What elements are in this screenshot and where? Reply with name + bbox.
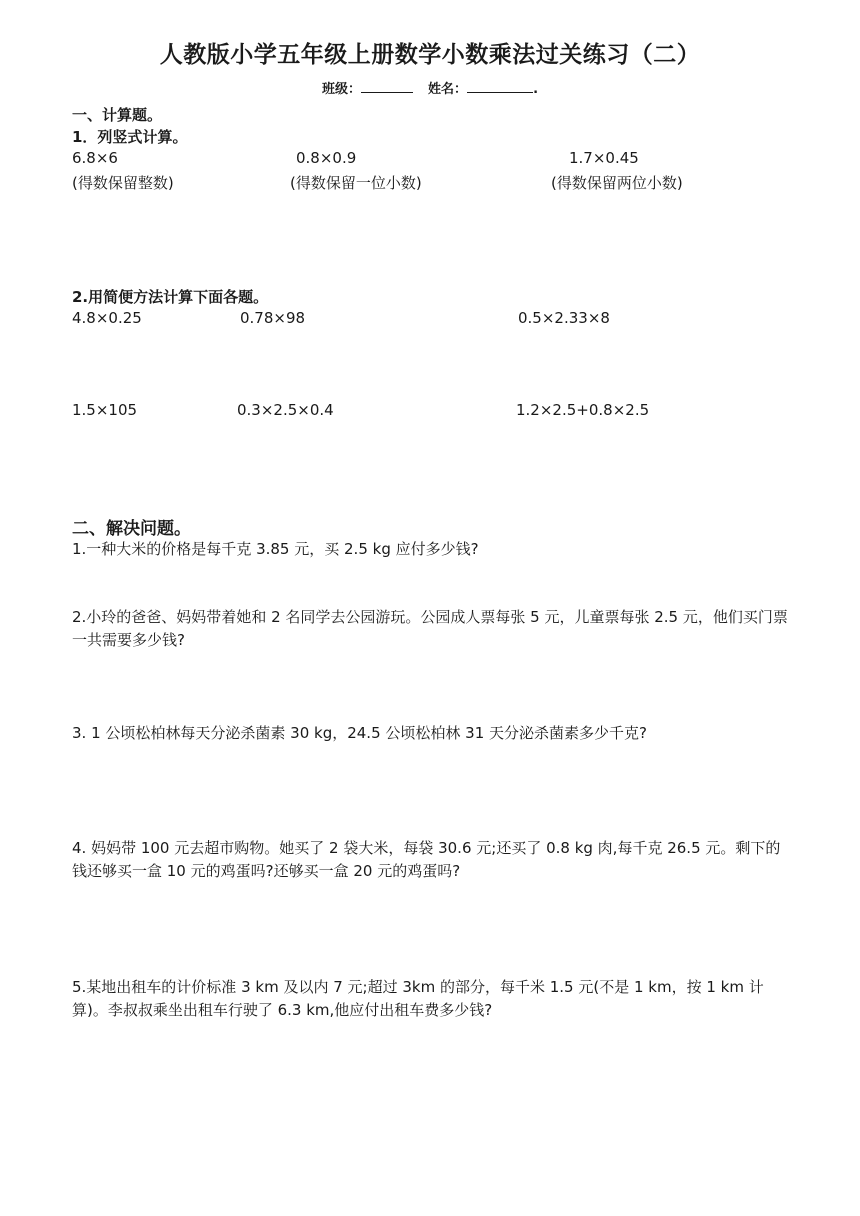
- section1-heading: 一、计算题。: [72, 106, 163, 124]
- q1-heading: 1．列竖式计算。: [72, 128, 188, 146]
- problem-4: 4. 妈妈带 100 元去超市购物。她买了 2 袋大米，每袋 30.6 元;还买了 0.8 kg 肉,每千克 26.5 元。剩下的钱还够买一盒 10 元的鸡蛋吗?还够买一盒 20 元的鸡蛋吗?: [72, 839, 781, 880]
- problem-3: 3. 1 公顷松柏林每天分泌杀菌素 30 kg，24.5 公顷松柏林 31 天分泌杀菌素多少千克?: [72, 724, 647, 742]
- section2-heading: 二、解决问题。: [72, 519, 191, 539]
- problem-2: 2.小玲的爸爸、妈妈带着她和 2 名同学去公园游玩。公园成人票每张 5 元，儿童票每张 2.5 元，他们买门票一共需要多少钱?: [72, 608, 788, 649]
- q2-row1-expr-3: 0.5×2.33×8: [518, 309, 610, 327]
- class-label: 班级：: [321, 82, 361, 97]
- name-blank[interactable]: [467, 80, 533, 93]
- q1-note-1: (得数保留整数): [72, 174, 174, 192]
- problem-1: 1.一种大米的价格是每千克 3.85 元，买 2.5 kg 应付多少钱?: [72, 540, 479, 558]
- q1-note-2: (得数保留一位小数): [290, 174, 422, 192]
- class-blank[interactable]: [361, 80, 413, 93]
- page-title: 人教版小学五年级上册数学小数乘法过关练习（二）: [159, 42, 701, 68]
- q1-expr-1: 6.8×6: [72, 149, 118, 167]
- end-mark: .: [533, 82, 539, 97]
- q2-row1-expr-2: 0.78×98: [240, 309, 306, 327]
- q2-row2-expr-2: 0.3×2.5×0.4: [237, 401, 334, 419]
- student-info-row: [0, 78, 860, 97]
- q2-row1-expr-1: 4.8×0.25: [72, 309, 142, 327]
- problem-5: 5.某地出租车的计价标准 3 km 及以内 7 元;超过 3km 的部分，每千米 1.5 元(不是 1 km，按 1 km 计算)。李叔叔乘坐出租车行驶了 6.3 km,他应付出租车费多少钱?: [72, 978, 764, 1019]
- q1-expr-3: 1.7×0.45: [569, 149, 639, 167]
- q2-heading: 2.用简便方法计算下面各题。: [72, 288, 269, 306]
- q2-row2-expr-1: 1.5×105: [72, 401, 138, 419]
- q1-note-3: (得数保留两位小数): [551, 174, 683, 192]
- q2-row2-expr-3: 1.2×2.5+0.8×2.5: [516, 401, 650, 419]
- q1-expr-2: 0.8×0.9: [296, 149, 357, 167]
- name-label: 姓名：: [428, 82, 468, 97]
